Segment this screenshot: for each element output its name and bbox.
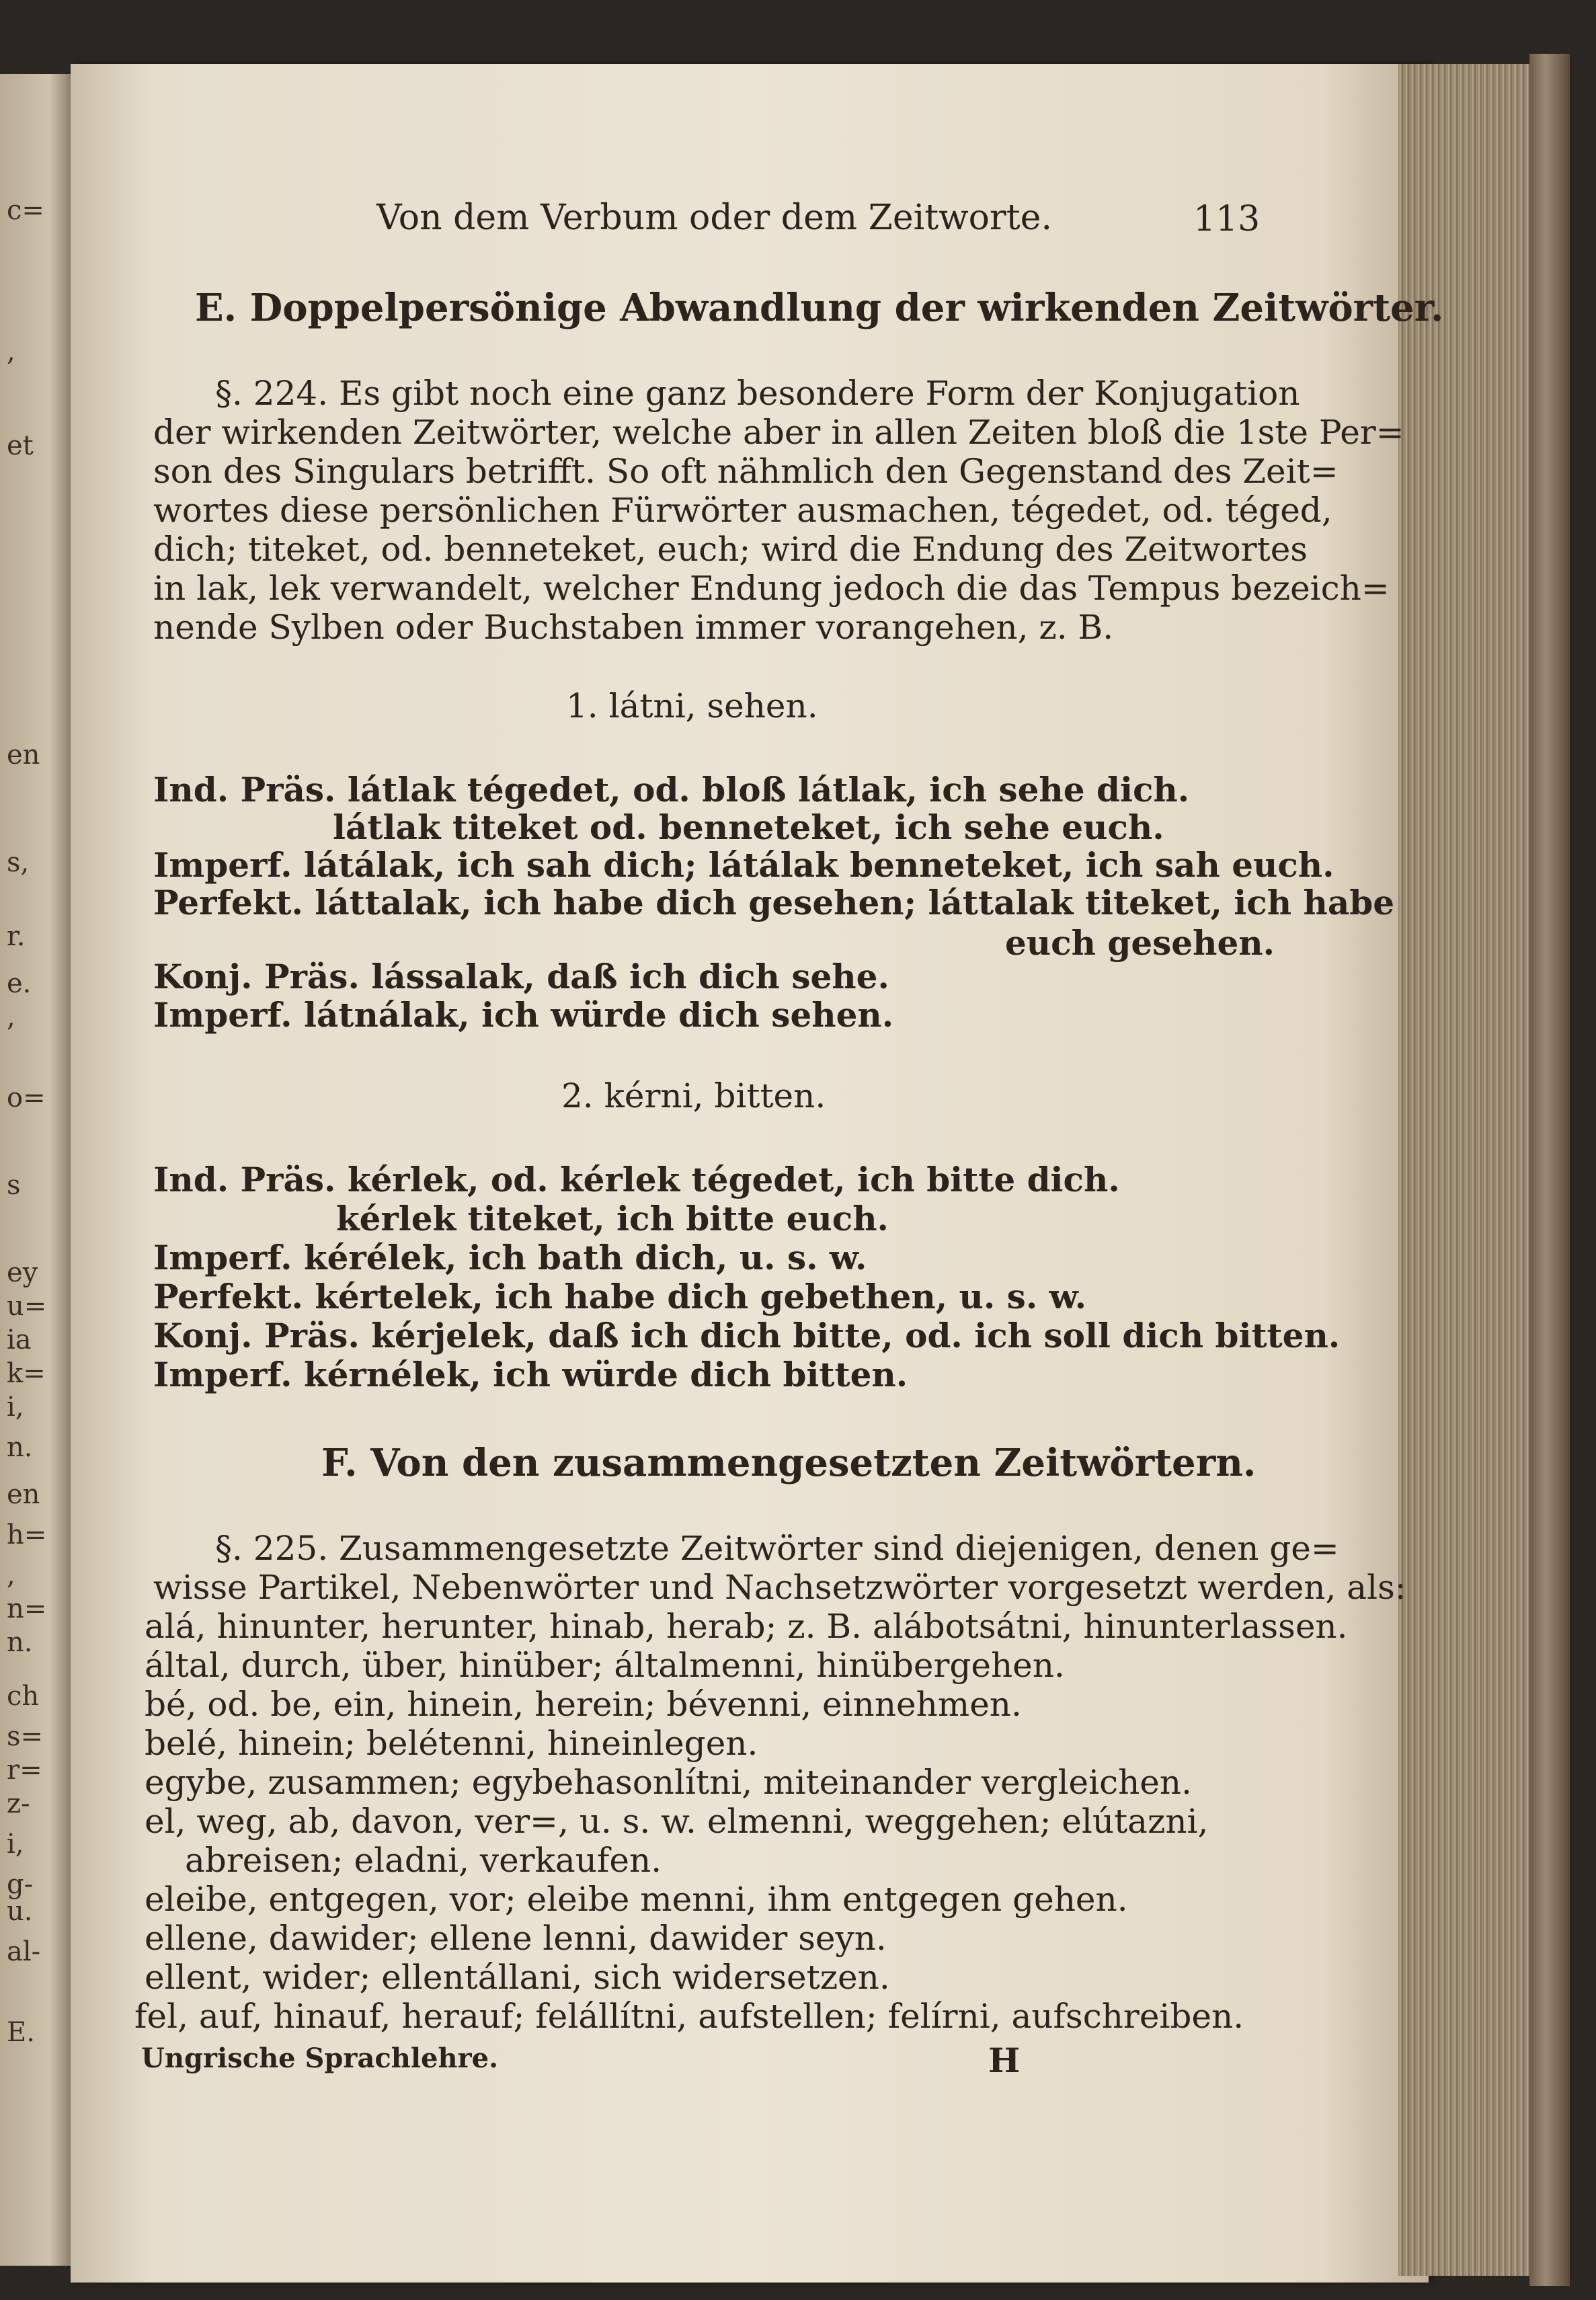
conjugation-line: Imperf. kérélek, ich bath dich, u. s. w. xyxy=(153,1238,867,1277)
page-number: 113 xyxy=(1193,199,1261,239)
example-2-title: 2. kérni, bitten. xyxy=(561,1076,826,1115)
margin-fragment: e. xyxy=(7,968,32,999)
body-line: ellent, wider; ellentállani, sich widersetzen. xyxy=(145,1958,890,1997)
margin-fragment: en xyxy=(7,1479,40,1510)
margin-fragment: ia xyxy=(7,1324,32,1355)
body-line: által, durch, über, hinüber; általmenni, hinübergehen. xyxy=(145,1646,1065,1685)
conjugation-line: Imperf. kérnélek, ich würde dich bitten. xyxy=(153,1355,908,1394)
margin-fragment: , xyxy=(7,1560,15,1591)
conjugation-line: Perfekt. kértelek, ich habe dich gebethen, u. s. w. xyxy=(153,1277,1087,1316)
paragraph-line: der wirkenden Zeitwörter, welche aber in allen Zeiten bloß die 1ste Per= xyxy=(153,413,1404,452)
margin-fragment: s xyxy=(7,1170,21,1201)
body-line: fel, auf, hinauf, herauf; felállítni, aufstellen; felírni, aufschreiben. xyxy=(134,1997,1244,2036)
margin-fragment: z- xyxy=(7,1788,30,1819)
example-1-title: 1. látni, sehen. xyxy=(566,686,818,725)
conjugation-line: Perfekt. láttalak, ich habe dich gesehen; láttalak titeket, ich habe xyxy=(153,883,1395,922)
paragraph-line: wortes diese persönlichen Fürwörter ausmachen, tégedet, od. téged, xyxy=(153,491,1332,530)
margin-fragment: al- xyxy=(7,1936,41,1967)
margin-fragment: g- xyxy=(7,1869,34,1900)
body-line: abreisen; eladni, verkaufen. xyxy=(185,1841,662,1880)
margin-fragment: u. xyxy=(7,1896,33,1927)
margin-fragment: o= xyxy=(7,1082,46,1113)
section-f-heading: F. Von den zusammengesetzten Zeitwörtern. xyxy=(321,1441,1256,1485)
margin-fragment: i, xyxy=(7,1392,24,1423)
body-line: ellene, dawider; ellene lenni, dawider seyn. xyxy=(145,1919,887,1958)
conjugation-line: euch gesehen. xyxy=(1005,923,1275,963)
margin-fragment: c= xyxy=(7,195,44,226)
margin-fragment: ey xyxy=(7,1257,38,1288)
page-block-edges xyxy=(1398,64,1529,2276)
conjugation-line: Konj. Präs. lássalak, daß ich dich sehe. xyxy=(153,957,889,996)
body-line: eleibe, entgegen, vor; eleibe menni, ihm entgegen gehen. xyxy=(145,1880,1128,1919)
signature-text: Ungrische Sprachlehre. xyxy=(141,2043,498,2074)
conjugation-line: Imperf. látnálak, ich würde dich sehen. xyxy=(153,995,894,1035)
paragraph-line: nende Sylben oder Buchstaben immer vorangehen, z. B. xyxy=(153,608,1114,647)
margin-fragment: n. xyxy=(7,1627,33,1658)
body-line: egybe, zusammen; egybehasonlítni, miteinander vergleichen. xyxy=(145,1763,1192,1802)
paragraph-line: §. 224. Es gibt noch eine ganz besondere Form der Konjugation xyxy=(215,374,1300,413)
signature-mark: H xyxy=(988,2040,1021,2080)
body-line: §. 225. Zusammengesetzte Zeitwörter sind diejenigen, denen ge= xyxy=(215,1529,1339,1568)
margin-fragment: en xyxy=(7,740,40,770)
margin-fragment: , xyxy=(7,336,15,367)
conjugation-line: Konj. Präs. kérjelek, daß ich dich bitte, od. ich soll dich bitten. xyxy=(153,1316,1341,1355)
margin-fragment: et xyxy=(7,430,34,461)
conjugation-line: Ind. Präs. látlak tégedet, od. bloß látlak, ich sehe dich. xyxy=(153,770,1190,809)
running-title: Von dem Verbum oder dem Zeitworte. xyxy=(376,198,1052,238)
margin-fragment: E. xyxy=(7,2017,35,2048)
margin-fragment: r= xyxy=(7,1755,42,1786)
book-cover-edge xyxy=(1529,54,1570,2286)
margin-fragment: u= xyxy=(7,1291,47,1322)
margin-fragment: k= xyxy=(7,1358,46,1389)
conjugation-line: Ind. Präs. kérlek, od. kérlek tégedet, ich bitte dich. xyxy=(153,1160,1120,1199)
margin-fragment: n. xyxy=(7,1432,33,1463)
margin-fragment: ch xyxy=(7,1681,40,1712)
margin-fragment: s= xyxy=(7,1721,44,1752)
body-line: wisse Partikel, Nebenwörter und Nachsetzwörter vorgesetzt werden, als: xyxy=(153,1568,1406,1607)
body-line: alá, hinunter, herunter, hinab, herab; z. B. alábotsátni, hinunterlassen. xyxy=(145,1607,1348,1646)
left-margin-fragments xyxy=(3,74,70,2266)
paragraph-line: son des Singulars betrifft. So oft nähmlich den Gegenstand des Zeit= xyxy=(153,452,1339,491)
margin-fragment: n= xyxy=(7,1593,47,1624)
body-line: el, weg, ab, davon, ver=, u. s. w. elmenni, weggehen; elútazni, xyxy=(145,1802,1209,1841)
margin-fragment: i, xyxy=(7,1829,24,1860)
margin-fragment: , xyxy=(7,1002,15,1033)
body-line: belé, hinein; belétenni, hineinlegen. xyxy=(145,1724,758,1763)
margin-fragment: r. xyxy=(7,921,26,952)
section-e-heading: E. Doppelpersönige Abwandlung der wirkenden Zeitwörter. xyxy=(195,286,1444,330)
margin-fragment: h= xyxy=(7,1519,47,1550)
conjugation-line: Imperf. látálak, ich sah dich; látálak benneteket, ich sah euch. xyxy=(153,845,1334,885)
body-line: bé, od. be, ein, hinein, herein; bévenni, einnehmen. xyxy=(145,1685,1022,1724)
paragraph-line: in lak, lek verwandelt, welcher Endung jedoch die das Tempus bezeich= xyxy=(153,569,1390,608)
margin-fragment: s, xyxy=(7,847,30,878)
left-page-edge xyxy=(0,74,71,2266)
conjugation-line: látlak titeket od. benneteket, ich sehe euch. xyxy=(333,807,1164,847)
conjugation-line: kérlek titeket, ich bitte euch. xyxy=(336,1199,889,1238)
paragraph-line: dich; titeket, od. benneteket, euch; wird die Endung des Zeitwortes xyxy=(153,530,1308,569)
